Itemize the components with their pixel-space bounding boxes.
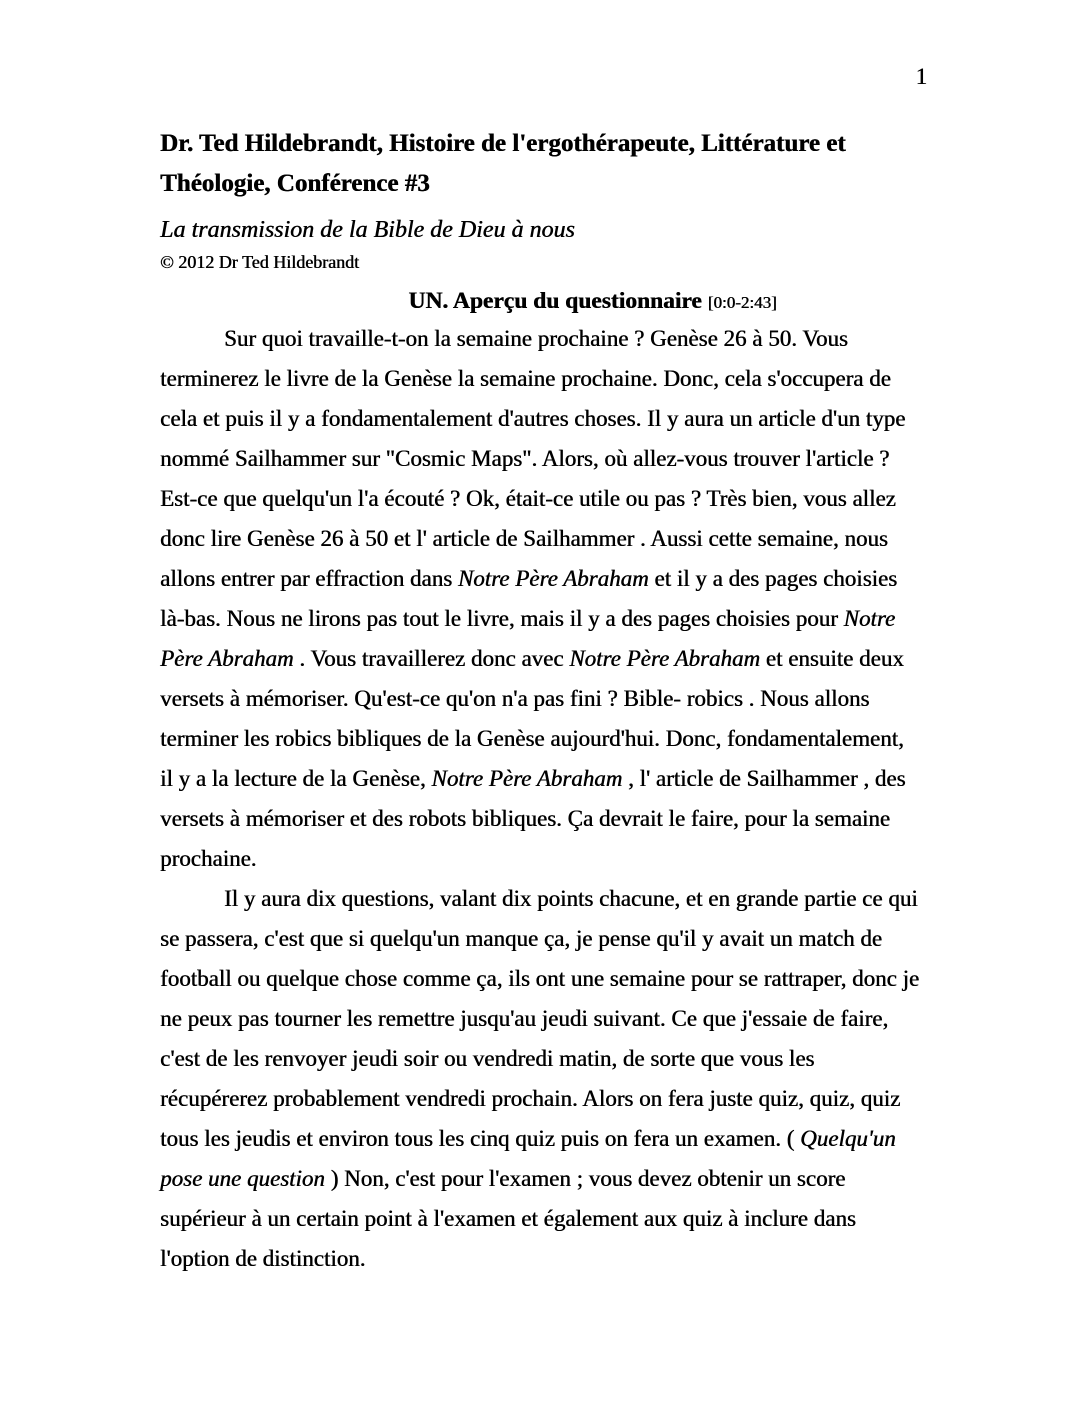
italic-run: Quelqu'un pose une question bbox=[160, 1126, 896, 1191]
paragraph bbox=[160, 319, 920, 879]
copyright-line: © 2012 Dr Ted Hildebrandt bbox=[160, 252, 360, 272]
italic-run: Notre Père Abraham bbox=[569, 646, 760, 671]
document-title: Dr. Ted Hildebrandt, Histoire de l'ergothérapeute, Littérature et Théologie, Conférence #3 bbox=[160, 130, 846, 197]
document-body bbox=[160, 319, 920, 1279]
text-run: . Vous travaillerez donc avec bbox=[293, 646, 570, 671]
text-run: Il y aura dix questions, valant dix points chacune, et en grande partie ce qui se passera, c'est que si quelqu'un manque ça, je pense qu'il y avait un match de football ou quelque chose comme ça, ils ont une semaine pour se rattraper, donc je ne peux pas tourner les remettre jusqu'au jeudi suivant. Ce que j'essaie de faire, c'est de les renvoyer jeudi soir ou vendredi matin, de sorte que vous les récupérerez probablement vendredi prochain. Alors on fera juste quiz, quiz, quiz tous les jeudis et environ tous les cinq quiz puis on fera un examen. ( bbox=[160, 886, 920, 1151]
italic-run: Notre Père Abraham bbox=[160, 606, 896, 671]
section-heading-title: UN. Aperçu du questionnaire bbox=[408, 288, 702, 314]
section-heading bbox=[160, 281, 920, 324]
text-run: Sur quoi travaille-t-on la semaine prochaine ? Genèse 26 à 50. Vous terminerez le livre de la Genèse la semaine prochaine. Donc, cela s'occupera de cela et puis il y a fondamentalement d'autres choses. Il y aura un article d'un type nommé Sailhammer sur "Cosmic Maps". Alors, où allez-vous trouver l'article ? Est-ce que quelqu'un l'a écouté ? Ok, était-ce utile ou pas ? Très bien, vous allez donc lire Genèse 26 à 50 et l' article de Sailhammer . Aussi cette semaine, nous allons entrer par effraction dans bbox=[160, 326, 906, 591]
text-run: , l' article de Sailhammer , des versets à mémoriser et des robots bibliques. Ça devrait le faire, pour la semaine prochaine. bbox=[160, 766, 906, 871]
text-run: et ensuite deux versets à mémoriser. Qu'est-ce qu'on n'a pas fini ? Bible- robics . Nous allons terminer les robics bibliques de la Genèse aujourd'hui. Donc, fondamentalement, il y a la lecture de la Genèse, bbox=[160, 646, 904, 791]
document-subtitle: La transmission de la Bible de Dieu à nous bbox=[160, 217, 575, 243]
italic-run: Notre Père Abraham bbox=[431, 766, 623, 791]
text-run: ) Non, c'est pour l'examen ; vous devez obtenir un score supérieur à un certain point à l'examen et également aux quiz à inclure dans l'option de distinction. bbox=[160, 1166, 856, 1271]
paragraph bbox=[160, 879, 920, 1279]
page-number: 1 bbox=[915, 64, 927, 89]
italic-run: Notre Père Abraham bbox=[457, 566, 649, 591]
section-heading-timestamp: [0:0-2:43] bbox=[707, 293, 777, 312]
text-run: et il y a des pages choisies là-bas. Nous ne lirons pas tout le livre, mais il y a des pages choisies pour bbox=[160, 566, 898, 631]
